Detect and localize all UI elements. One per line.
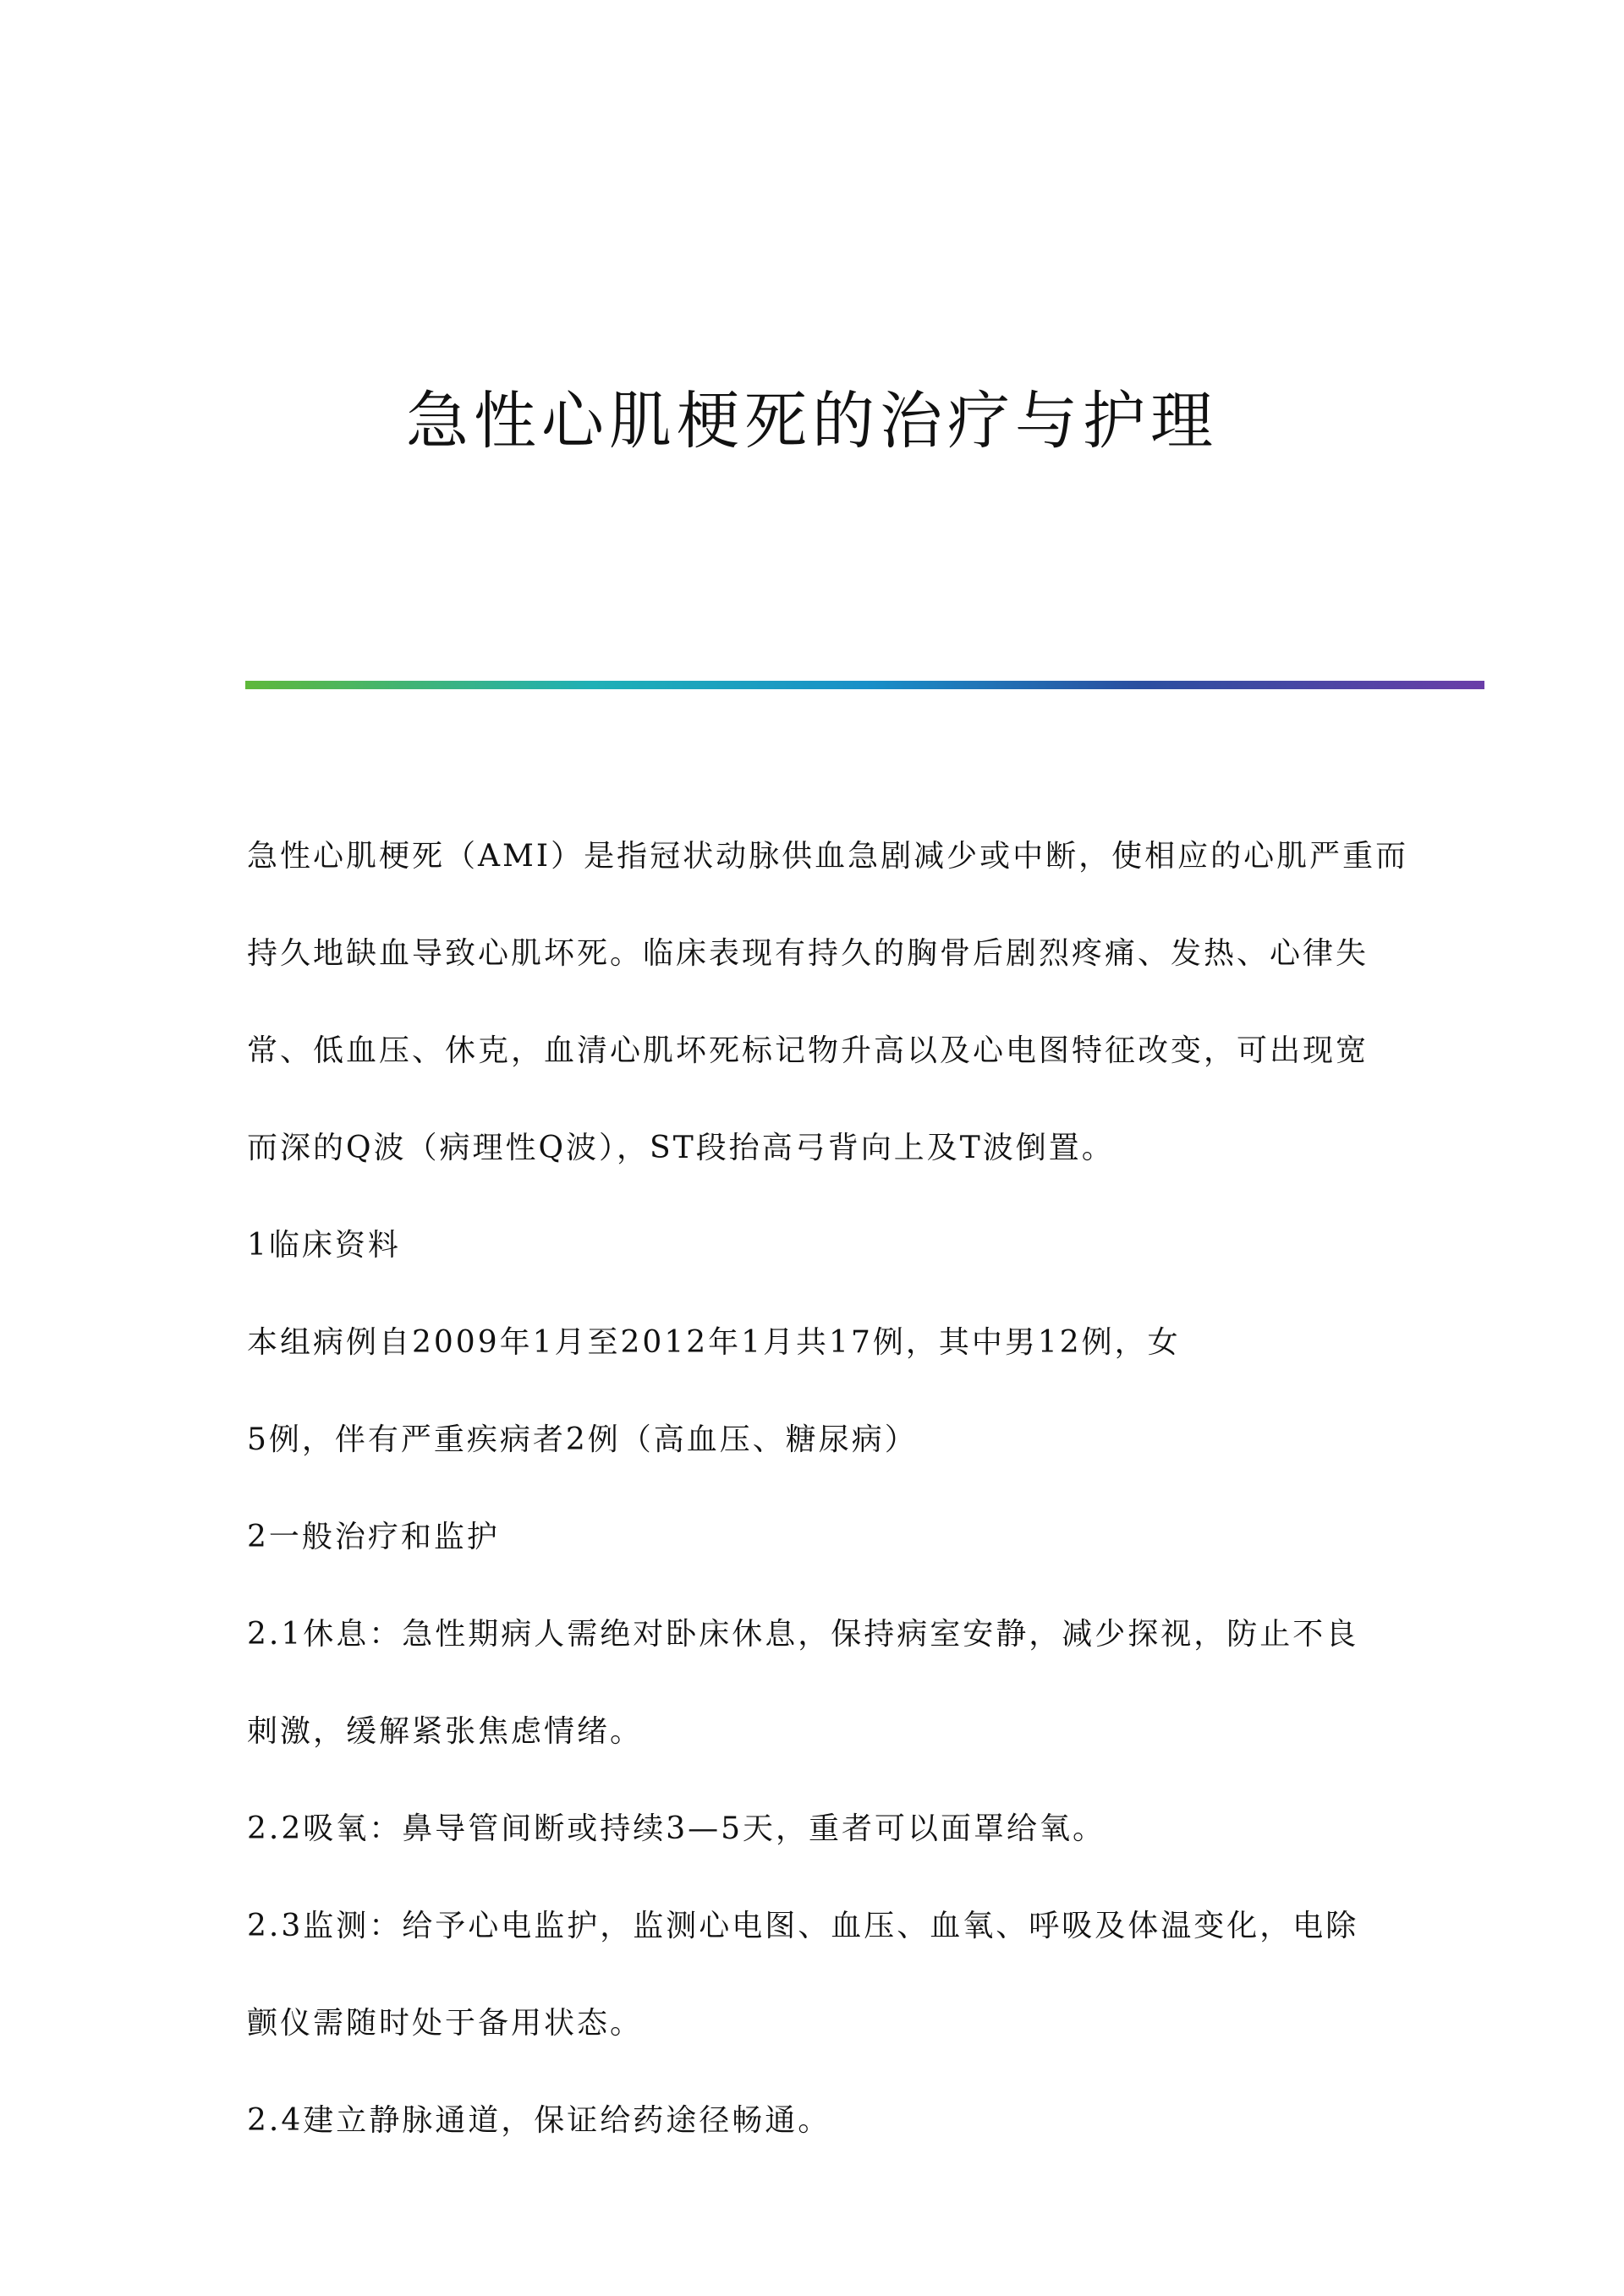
text-line: 2.4建立静脉通道，保证给药途径畅通。 bbox=[247, 2103, 831, 2138]
section-heading: 1临床资料 bbox=[247, 1228, 401, 1263]
text-line: 急性心肌梗死（AMI）是指冠状动脉供血急剧减少或中断，使相应的心肌严重而 bbox=[247, 839, 1409, 874]
text-line: 而深的Q波（病理性Q波），ST段抬高弓背向上及T波倒置。 bbox=[247, 1131, 1115, 1165]
body-text bbox=[247, 808, 1409, 2169]
title-divider bbox=[245, 681, 1484, 689]
page-title: 急性心肌梗死的治疗与护理 bbox=[406, 385, 1218, 458]
text-line: 5例，伴有严重疾病者2例（高血压、糖尿病） bbox=[247, 1422, 918, 1457]
text-line: 2.2吸氧：鼻导管间断或持续3—5天，重者可以面罩给氧。 bbox=[247, 1811, 1106, 1846]
text-line: 常、低血压、休克，血清心肌坏死标记物升高以及心电图特征改变，可出现宽 bbox=[247, 1033, 1369, 1068]
text-line: 持久地缺血导致心肌坏死。临床表现有持久的胸骨后剧烈疼痛、发热、心律失 bbox=[247, 936, 1369, 971]
section-heading: 2一般治疗和监护 bbox=[247, 1520, 500, 1554]
text-line: 刺激，缓解紧张焦虑情绪。 bbox=[247, 1714, 644, 1749]
text-line: 颤仪需随时处于备用状态。 bbox=[247, 2006, 644, 2041]
text-line: 2.1休息：急性期病人需绝对卧床休息，保持病室安静，减少探视，防止不良 bbox=[247, 1617, 1359, 1652]
text-line: 本组病例自2009年1月至2012年1月共17例，其中男12例，女 bbox=[247, 1325, 1181, 1360]
text-line: 2.3监测：给予心电监护，监测心电图、血压、血氧、呼吸及体温变化，电除 bbox=[247, 1909, 1359, 1943]
